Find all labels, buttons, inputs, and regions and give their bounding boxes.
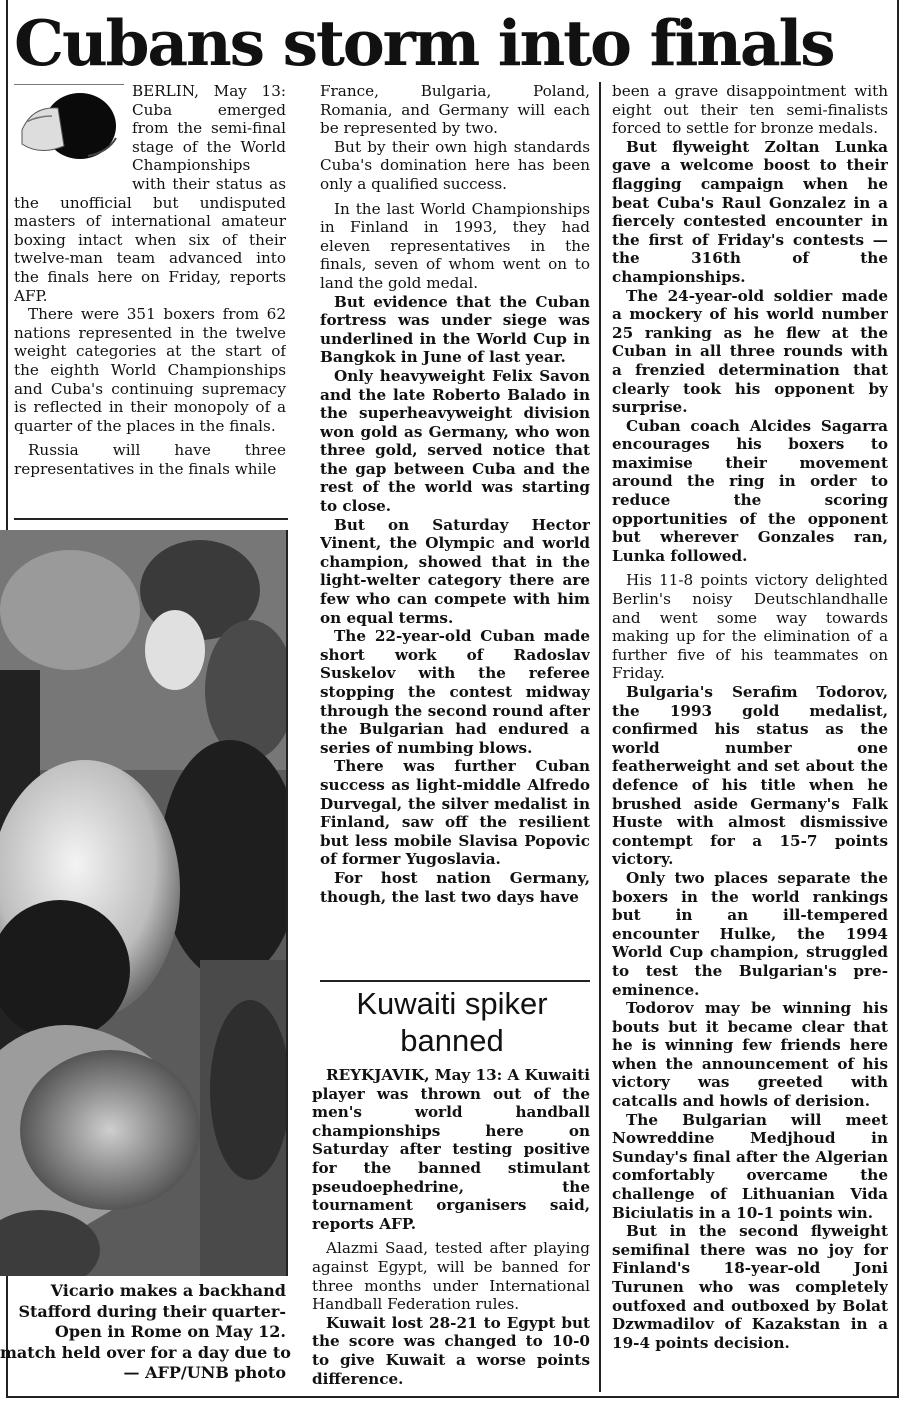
sidebar-headline-line: banned [400,1023,504,1058]
column-divider [14,518,288,520]
article-paragraph: But evidence that the Cuban fortress was under siege was underlined in the World Cup in Bangkok in June of last year. [320,292,590,367]
sidebar-paragraph: Alazmi Saad, tested after playing against Egypt, will be banned for three months under International Handball Federation rules. [312,1239,590,1314]
caption-line: match held over for a day due to [0,1342,291,1362]
caption-line: Stafford during their quarter- [18,1301,286,1321]
article-paragraph: There were 351 boxers from 62 nations represented in the twelve weight categories at the start of the eighth World Championships and Cuba's continuing supremacy is reflected in their monopoly of a quarter of the places in the finals. [14,305,286,435]
sidebar-divider [320,980,590,982]
photo-right-border [286,530,288,1276]
article-paragraph: In the last World Championships in Finland in 1993, they had eleven representatives in the finals, seven of whom went on to land the gold medal. [320,199,590,292]
article-paragraph: BERLIN, May 13: Cuba emerged from the semi-final stage of the World Championships with their status as the unofficial but undisputed masters of international amateur boxing intact when six of their twelve-man team advanced into the finals here on Friday, reports AFP. [14,82,286,305]
article-paragraph: But in the second flyweight semifinal there was no joy for Finland's 18-year-old Joni Turunen who was completely outfoxed and outboxed by Bolat Dzwmadilov of Kazakstan in a 19-4 points decision. [612,1222,888,1352]
article-paragraph: But flyweight Zoltan Lunka gave a welcome boost to their flagging campaign when he beat Cuba's Raul Gonzalez in a fiercely contested encounter in the first of Friday's contests — the 316th of the championships. [612,137,888,286]
sidebar-headline [316,985,588,1059]
article-paragraph: His 11-8 points victory delighted Berlin's noisy Deutschlandhalle and went some way towards making up for the elimination of a further five of his teammates on Friday. [612,571,888,683]
article-paragraph: The 24-year-old soldier made a mockery of his world number 25 ranking as he flew at the Cuban in all three rounds with a frenzied determination that clearly took his opponent by surprise. [612,286,888,417]
caption-line: Open in Rome on May 12. [54,1322,286,1341]
article-paragraph: But by their own high standards Cuba's domination here has been only a qualified success. [320,137,590,193]
article-paragraph: But on Saturday Hector Vinent, the Olympic and world champion, showed that in the light-welter category there are few who can compete with him on equal terms. [320,515,590,627]
column-rule [599,82,601,1392]
article-paragraph: For host nation Germany, though, the last two days have [320,868,590,906]
sidebar-headline-line: Kuwaiti spiker [356,986,548,1021]
caption-line: Vicario makes a backhand [50,1281,286,1300]
boxing-glove-thumbnail [14,84,124,184]
sidebar-paragraph: Kuwait lost 28-21 to Egypt but the score was changed to 10-0 to give Kuwait a worse points difference. [312,1313,590,1388]
boxing-photo-image [0,530,288,1276]
article-paragraph: Bulgaria's Serafim Todorov, the 1993 gold medalist, confirmed his status as the world number one featherweight and set about the defence of his title when he brushed aside Germany's Falk Huste with almost dismissive contempt for a 15-7 points victory. [612,683,888,869]
article-paragraph: Russia will have three representatives in the finals while [14,441,286,478]
article-paragraph: Only heavyweight Felix Savon and the late Roberto Balado in the superheavyweight division won gold as Germany, who won three gold, served notice that the gap between Cuba and the rest of the world was starting to close. [320,366,590,516]
article-paragraph: The 22-year-old Cuban made short work of Radoslav Suskelov with the referee stopping the contest midway through the second round after the Bulgarian had endured a series of numbing blows. [320,627,590,757]
article-headline: Cubans storm into finals [14,6,834,80]
article-column-1 [14,82,286,516]
boxing-glove-icon [18,86,120,168]
sidebar-body [312,1066,590,1394]
article-paragraph: Cuban coach Alcides Sagarra encourages his boxers to maximise their movement around the ring in order to reduce the scoring opportunities of the opponent but wherever Gonzales ran, Lunka followed. [612,416,888,565]
article-paragraph: The Bulgarian will meet Nowreddine Medjhoud in Sunday's final after the Algerian comfortably overcame the challenge of Lithuanian Vida Biciulatis in a 10-1 points win. [612,1110,888,1222]
caption-credit: — AFP/UNB photo [123,1363,286,1382]
article-paragraph: France, Bulgaria, Poland, Romania, and Germany will each be represented by two. [320,82,590,138]
article-paragraph: There was further Cuban success as light-middle Alfredo Durvegal, the silver medalist in Finland, saw off the resilient but less mobile Slavisa Popovic of former Yugoslavia. [320,757,590,869]
article-column-2 [320,82,590,976]
article-paragraph: Todorov may be winning his bouts but it became clear that he is winning few friends here when the announcement of his victory was greeted with catcalls and howls of derision. [612,999,888,1111]
sidebar-paragraph: REYKJAVIK, May 13: A Kuwaiti player was thrown out of the men's world handball championships here on Saturday after testing positive for the banned stimulant pseudoephedrine, the tournament organisers said, reports AFP. [312,1066,590,1233]
article-paragraph: Only two places separate the boxers in the world rankings but in an ill-tempered encounter Hulke, the 1994 World Cup champion, struggled to test the Bulgarian's pre-eminence. [612,868,888,999]
article-paragraph: been a grave disappointment with eight out their ten semi-finalists forced to settle for bronze medals. [612,82,888,138]
boxing-photo [0,530,288,1276]
article-column-3 [612,82,888,1388]
photo-caption [0,1281,291,1384]
